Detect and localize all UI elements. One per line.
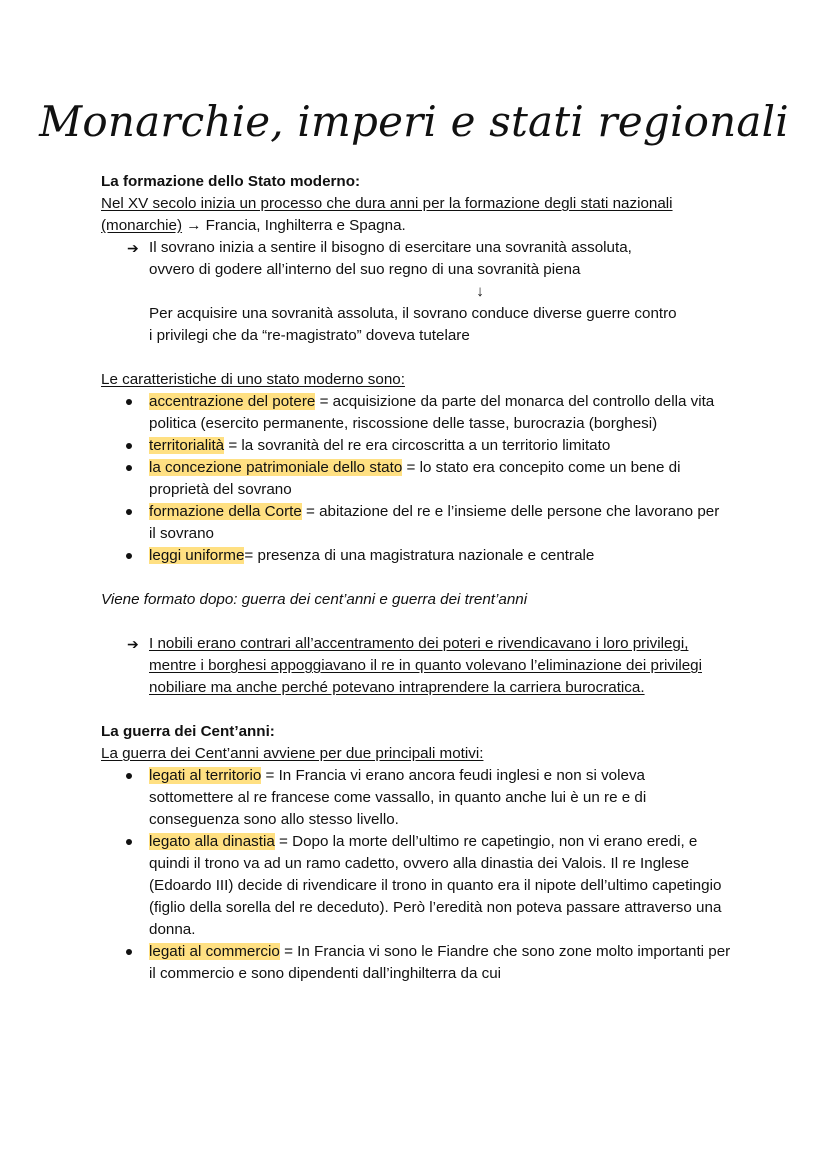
highlighted-term: legato alla dinastia [149, 833, 275, 850]
list-item [101, 457, 721, 501]
characteristics-list [101, 391, 741, 567]
arrow-item-text: Il sovrano inizia a sentire il bisogno di esercitare una sovranità assoluta, ovvero di godere all’interno del suo regno di una sovranità piena [149, 239, 632, 278]
list-item [101, 435, 721, 457]
list-item [101, 831, 731, 941]
list-item-text: = abitazione del re e l’insieme delle persone che lavorano per il sovrano [149, 503, 720, 542]
section1-intro [101, 193, 741, 237]
bullet-dot-icon [126, 773, 132, 779]
list-item [101, 501, 721, 545]
section3-intro: La guerra dei Cent’anni avviene per due principali motivi: [101, 745, 484, 762]
list-item [101, 765, 731, 831]
highlighted-term: legati al commercio [149, 943, 280, 960]
bullet-dot-icon [126, 399, 132, 405]
arrow-bullet-icon: ➔ [127, 240, 139, 256]
list-item-text: = presenza di una magistratura nazionale e centrale [244, 547, 595, 564]
list-item-text: = la sovranità del re era circoscritta a un territorio limitato [224, 437, 611, 454]
arrow-item-text: I nobili erano contrari all’accentramento dei poteri e rivendicavano i loro privilegi, mentre i borghesi appoggiavano il re in quanto volevano l’eliminazione dei privilegi nobiliare ma anche perché potevano intraprendere la carriera burocratica. [149, 635, 702, 696]
highlighted-term: la concezione patrimoniale dello stato [149, 459, 403, 476]
list-item-text: = lo stato era concepito come un bene di proprietà del sovrano [149, 459, 681, 498]
bullet-dot-icon [126, 839, 132, 845]
bullet-dot-icon [126, 443, 132, 449]
motives-list [101, 765, 741, 985]
highlighted-term: territorialità [149, 437, 225, 454]
arrow-bullet-icon: ➔ [127, 636, 139, 652]
bullet-dot-icon [126, 465, 132, 471]
section2-intro: Le caratteristiche di uno stato moderno sono: [101, 371, 405, 388]
italic-note: Viene formato dopo: guerra dei cent’anni e guerra dei trent’anni [101, 591, 528, 608]
bullet-dot-icon [126, 949, 132, 955]
bullet-dot-icon [126, 509, 132, 515]
list-item-text: = In Francia vi sono le Fiandre che sono zone molto importanti per il commercio e sono dipendenti dall’inghilterra da cui [149, 943, 731, 982]
arrow-item-followup: Per acquisire una sovranità assoluta, il sovrano conduce diverse guerre contro i privilegi che da “re-magistrato” doveva tutelare [149, 305, 677, 344]
highlighted-term: accentrazione del potere [149, 393, 316, 410]
section-heading-guerra-centanni: La guerra dei Cent’anni: [101, 723, 275, 740]
list-item-text: = Dopo la morte dell’ultimo re capetingio, non vi erano eredi, e quindi il trono va ad un ramo cadetto, ovvero alla dinastia dei Valois. Il re Inglese (Edoardo III) decide di rivendicare il trono in quanto era il nipote dell’ultimo capetingio (figlio della sorella del re deceduto). Però l’eredità non poteva passare attraverso una donna. [149, 833, 722, 938]
bullet-dot-icon [126, 553, 132, 559]
arrow-list-item [101, 237, 741, 347]
section1-intro-underlined: Nel XV secolo inizia un processo che dura anni per la formazione degli stati nazionali (monarchie) [101, 195, 673, 234]
arrow-list-item [101, 633, 741, 699]
list-item [101, 391, 721, 435]
list-item-text: = acquisizione da parte del monarca del controllo della vita politica (esercito permanente, riscossione delle tasse, burocrazia (borghesi) [149, 393, 715, 432]
list-item [101, 941, 731, 985]
section1-intro-rest: → Francia, Inghilterra e Spagna. [182, 217, 406, 234]
page-title: Monarchie, imperi e stati regionali [39, 97, 789, 146]
highlighted-term: formazione della Corte [149, 503, 302, 520]
highlighted-term: legati al territorio [149, 767, 262, 784]
list-item-text: = In Francia vi erano ancora feudi inglesi e non si voleva sottomettere al re francese come vassallo, in quanto anche lui è un re e di conseguenza sono allo stesso livello. [149, 767, 647, 828]
down-arrow-icon: ↓ [476, 283, 484, 300]
document-body [101, 171, 741, 985]
list-item [101, 545, 721, 567]
section-heading-stato-moderno: La formazione dello Stato moderno: [101, 173, 361, 190]
highlighted-term: leggi uniforme [149, 547, 245, 564]
